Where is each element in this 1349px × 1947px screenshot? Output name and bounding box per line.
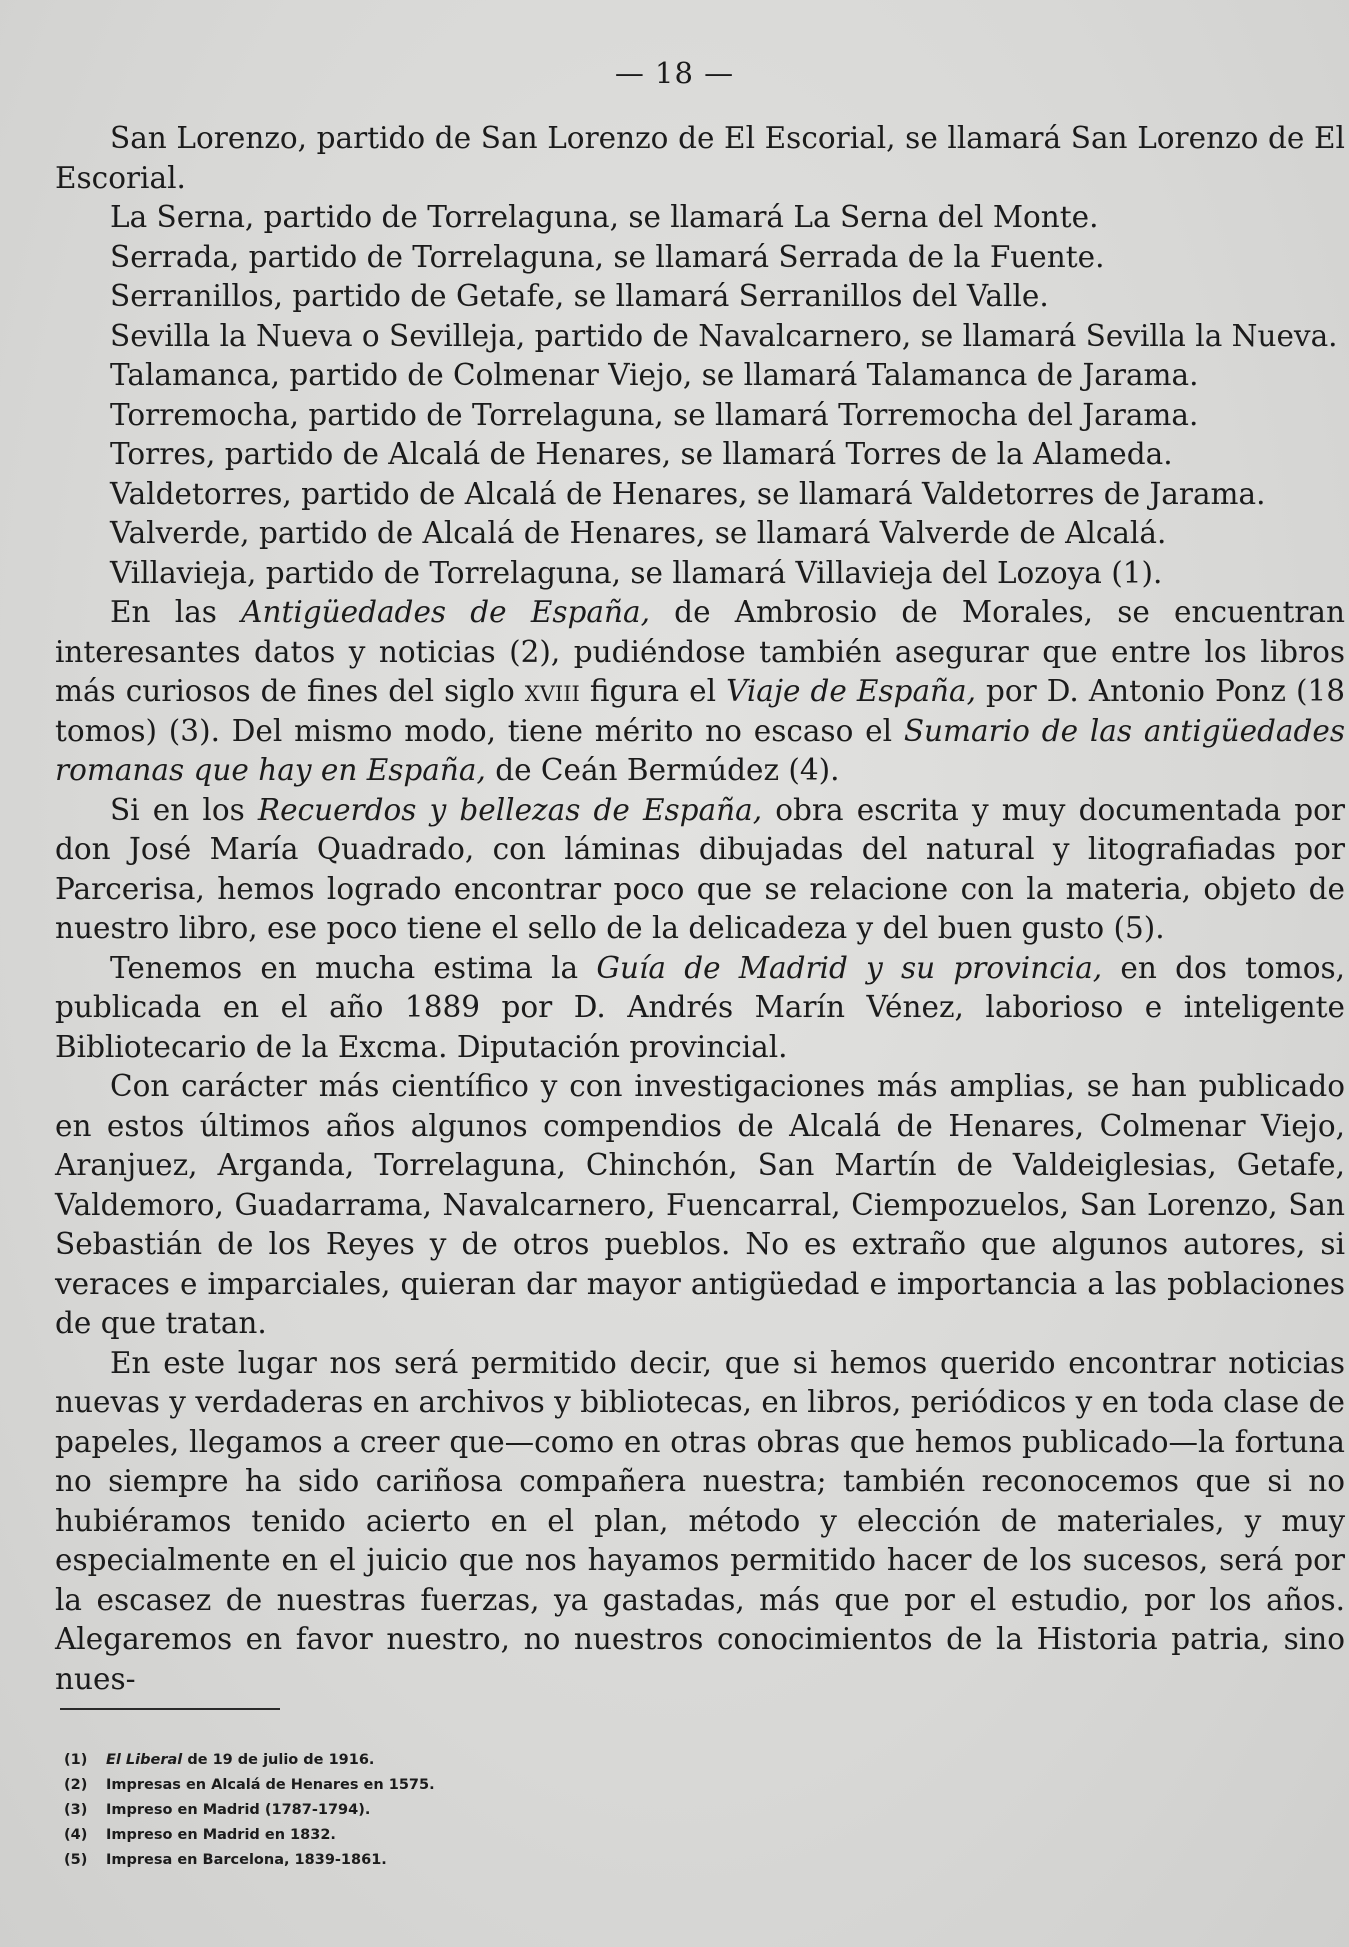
- page-number: — 18 —: [614, 56, 735, 90]
- italic-title: Viaje de España,: [726, 674, 976, 708]
- italic-title: El Liberal: [106, 1752, 183, 1768]
- paragraph: [55, 593, 1345, 791]
- paragraph: [55, 396, 1345, 436]
- footnote-rule: [60, 1708, 280, 1710]
- footnote: [64, 1773, 864, 1798]
- text-run: Talamanca, partido de Colmenar Viejo, se llamará Talamanca de Jarama.: [110, 358, 1199, 392]
- paragraph: [55, 949, 1345, 1068]
- text-run: San Lorenzo, partido de San Lorenzo de El Escorial, se llamará San Lorenzo de El Escorial.: [55, 121, 1345, 195]
- text-run: de Ambrosio de Morales, se encuentran interesantes datos y noticias (2), pudiéndose también asegurar que entre los libros más curiosos de fines del siglo: [55, 595, 1345, 708]
- footnote: [64, 1848, 864, 1873]
- paragraph: [55, 514, 1345, 554]
- paragraph: [55, 554, 1345, 594]
- footnotes: [64, 1748, 864, 1873]
- text-run: Valdetorres, partido de Alcalá de Henares, se llamará Valdetorres de Jarama.: [110, 476, 1266, 511]
- text-run: obra escrita y muy documentada por don José María Quadrado, con láminas dibujadas del natural y litografiadas por Parcerisa, hemos logrado encontrar poco que se relacione con la materia, objeto de nuestro libro, ese poco tiene el sello de la delicadeza y del buen gusto (5).: [55, 792, 1345, 945]
- roman-numeral: xviii: [524, 674, 580, 708]
- footnote: [64, 1798, 864, 1823]
- text-run: por D. Antonio Ponz (18 tomos) (3). Del mismo modo, tiene mérito no escaso el: [55, 674, 1345, 748]
- text-run: Torremocha, partido de Torrelaguna, se llamará Torremocha del Jarama.: [110, 397, 1199, 432]
- italic-title: Guía de Madrid y su provincia,: [596, 950, 1103, 985]
- text-run: figura el: [579, 674, 727, 708]
- text-run: Tenemos en mucha estima la: [110, 950, 597, 985]
- footnote-text: [106, 1777, 435, 1793]
- footnote-text: [106, 1827, 336, 1843]
- text-run: Impresa en Barcelona, 1839-1861.: [106, 1852, 387, 1868]
- text-run: Torres, partido de Alcalá de Henares, se llamará Torres de la Alameda.: [110, 437, 1173, 471]
- text-run: de Ceán Bermúdez (4).: [485, 753, 840, 787]
- body-text: [55, 119, 1345, 1699]
- footnote-number: (4): [64, 1827, 88, 1843]
- paragraph: [55, 435, 1345, 475]
- paragraph: [55, 119, 1345, 198]
- text-run: de 19 de julio de 1916.: [182, 1752, 375, 1768]
- footnote-text: [106, 1802, 370, 1818]
- text-run: Impreso en Madrid en 1832.: [106, 1827, 336, 1843]
- italic-title: Recuerdos y bellezas de España,: [257, 792, 763, 827]
- text-run: Con carácter más científico y con investigaciones más amplias, se han publicado en estos últimos años algunos compendios de Alcalá de Henares, Colmenar Viejo, Aranjuez, Arganda, Torrelaguna, Chinchón, San Martín de Valdeiglesias, Getafe, Valdemoro, Guadarrama, Navalcarnero, Fuencarral, Ciempozuelos, San Lorenzo, San Sebastián de los Reyes y de otros pueblos. No es extraño que algunos autores, si veraces e imparciales, quieran dar mayor antigüedad e importancia a las poblaciones de que tratan.: [55, 1069, 1345, 1340]
- italic-title: Sumario de las antigüedades romanas que hay en España,: [55, 713, 1345, 787]
- text-run: en dos tomos, publicada en el año 1889 por D. Andrés Marín Vénez, laborioso e inteligente Bibliotecario de la Excma. Diputación provincial.: [55, 950, 1345, 1064]
- text-run: Villavieja, partido de Torrelaguna, se llamará Villavieja del Lozoya (1).: [110, 555, 1163, 590]
- footnote: [64, 1748, 864, 1773]
- paragraph: [55, 791, 1345, 949]
- paragraph: [55, 356, 1345, 396]
- paragraph: [55, 1344, 1345, 1700]
- paragraph: [55, 277, 1345, 317]
- text-run: Serranillos, partido de Getafe, se llamará Serranillos del Valle.: [110, 279, 1049, 313]
- footnote-number: (5): [64, 1852, 88, 1868]
- italic-title: Antigüedades de España,: [241, 595, 650, 629]
- text-run: Impreso en Madrid (1787-1794).: [106, 1802, 371, 1818]
- footnote-number: (2): [64, 1777, 88, 1793]
- text-run: En este lugar nos será permitido decir, que si hemos querido encontrar noticias nuevas y verdaderas en archivos y bibliotecas, en libros, periódicos y en toda clase de papeles, llegamos a creer que—como en otras obras que hemos publicado—la fortuna no siempre ha sido cariñosa compañera nuestra; también reconocemos que si no hubiéramos tenido acierto en el plan, método y elección de materiales, y muy especialmente en el juicio que nos hayamos permitido hacer de los sucesos, será por la escasez de nuestras fuerzas, ya gastadas, más que por el estudio, por los años. Alegaremos en favor nuestro, no nuestros conocimientos de la Historia patria, sino nues-: [55, 1345, 1345, 1696]
- footnote-number: (1): [64, 1752, 88, 1768]
- text-run: Sevilla la Nueva o Sevilleja, partido de Navalcarnero, se llamará Sevilla la Nueva.: [110, 318, 1338, 353]
- footnote-text: [106, 1852, 387, 1868]
- paragraph: [55, 475, 1345, 515]
- footnote-text: [106, 1752, 374, 1768]
- footnote-number: (3): [64, 1802, 88, 1818]
- text-run: Si en los: [110, 792, 258, 827]
- paragraph: [55, 1067, 1345, 1344]
- text-run: Impresas en Alcalá de Henares en 1575.: [106, 1777, 435, 1793]
- footnote: [64, 1823, 864, 1848]
- paragraph: [55, 238, 1345, 278]
- text-run: Valverde, partido de Alcalá de Henares, se llamará Valverde de Alcalá.: [110, 516, 1167, 550]
- paragraph: [55, 198, 1345, 238]
- text-run: La Serna, partido de Torrelaguna, se llamará La Serna del Monte.: [110, 200, 1099, 234]
- paragraph: [55, 317, 1345, 357]
- text-run: En las: [110, 595, 242, 629]
- text-run: Serrada, partido de Torrelaguna, se llamará Serrada de la Fuente.: [110, 239, 1105, 274]
